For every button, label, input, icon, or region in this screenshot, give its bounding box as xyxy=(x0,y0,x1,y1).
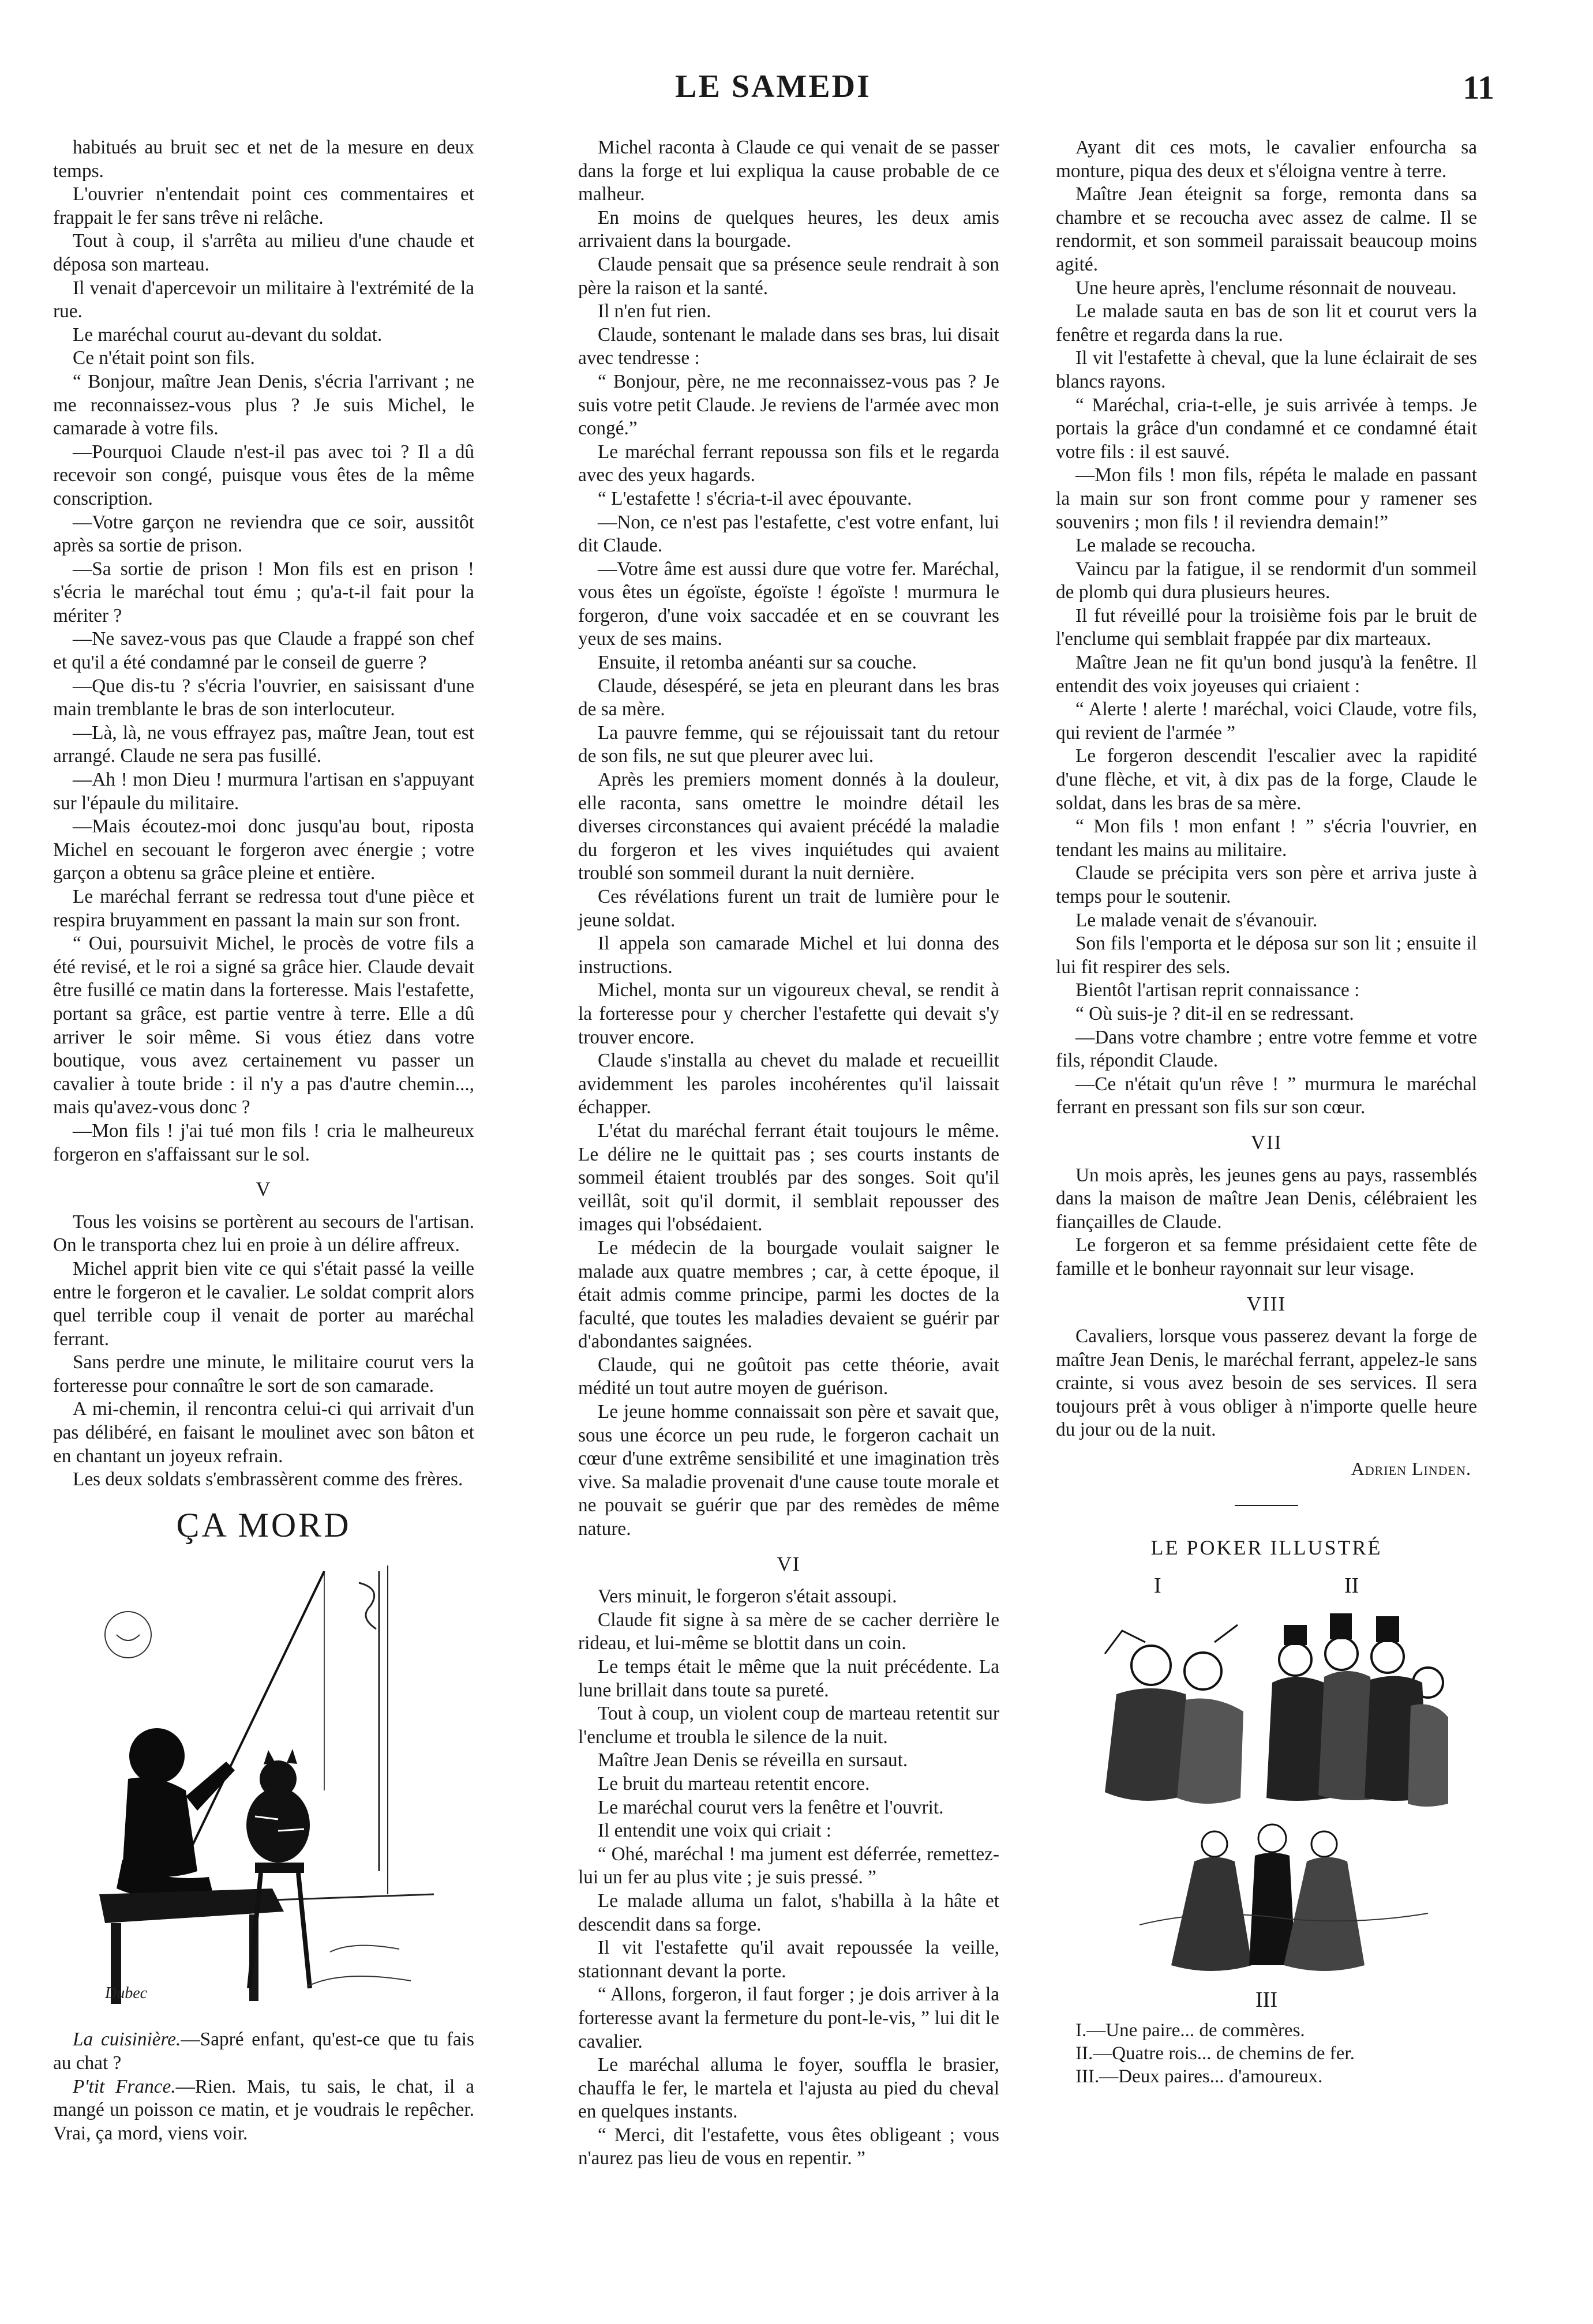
author-signature: Adrien Linden. xyxy=(1351,1458,1471,1480)
paragraph: Son fils l'emporta et le déposa sur son lit ; ensuite il lui fit respirer des sels. xyxy=(1056,933,1477,978)
column-1 xyxy=(53,136,474,2145)
paragraph: Claude, désespéré, se jeta en pleurant dans les bras de sa mère. xyxy=(578,675,999,720)
cartoon-title: ÇA MORD xyxy=(176,1505,351,1544)
paragraph: Le temps était le même que la nuit précédente. La lune brillait dans toute sa pureté. xyxy=(578,1656,999,1701)
section-vi-paragraphs xyxy=(578,1585,999,2171)
paragraph: Sans perdre une minute, le militaire courut vers la forteresse pour connaître le sort de son camarade. xyxy=(53,1351,474,1396)
paragraph: —Que dis-tu ? s'écria l'ouvrier, en saisissant d'une main tremblante le bras de son interlocuteur. xyxy=(53,675,474,720)
paragraph: Maître Jean éteignit sa forge, remonta dans sa chambre et se recoucha avec assez de calme. Il se rendormit, et son sommeil paraissait beaucoup moins agité. xyxy=(1056,183,1477,275)
paragraph: Bientôt l'artisan reprit connaissance : xyxy=(1075,979,1360,1001)
paragraph: —Mais écoutez-moi donc jusqu'au bout, riposta Michel en secouant le forgeron avec énergie ; votre garçon a obtenu sa grâce pleine et entière. xyxy=(53,816,474,884)
poker-legend-item: III.—Deux paires... d'amoureux. xyxy=(1075,2066,1323,2087)
caption-line xyxy=(53,2075,474,2146)
poker-legend xyxy=(1056,2019,1477,2088)
paragraph: “ Allons, forgeron, il faut forger ; je dois arriver à la forteresse avant la fermeture du pont-le-vis, ” lui dit le cavalier. xyxy=(578,1984,999,2052)
paragraph: “ Maréchal, cria-t-elle, je suis arrivée à temps. Je portais la grâce d'un condamné et ce condamné était votre fils : il est sauvé. xyxy=(1056,394,1477,463)
paragraph: Il entendit une voix qui criait : xyxy=(598,1820,832,1842)
paragraph: Le maréchal courut vers la fenêtre et l'ouvrit. xyxy=(598,1796,944,1818)
paragraph: Il fut réveillé pour la troisième fois par le bruit de l'enclume qui semblait frappée par dix marteaux. xyxy=(1056,605,1477,650)
paragraph: Une heure après, l'enclume résonnait de nouveau. xyxy=(1075,277,1457,299)
paragraph: Un mois après, les jeunes gens au pays, rassemblés dans la maison de maître Jean Denis, célébraient les fiançailles de Claude. xyxy=(1056,1164,1477,1233)
paragraph: —Pourquoi Claude n'est-il pas avec toi ? Il a dû recevoir son congé, puisque vous êtes de la même conscription. xyxy=(53,441,474,509)
paragraph: —Non, ce n'est pas l'estafette, c'est votre enfant, lui dit Claude. xyxy=(578,511,999,557)
page-header xyxy=(52,68,1494,120)
section-heading-vii: VII xyxy=(1250,1131,1283,1154)
paragraph: —Sa sortie de prison ! Mon fils est en prison ! s'écria le maréchal tout ému ; qu'a-t-il fait pour la mériter ? xyxy=(53,558,474,626)
paragraph: Le forgeron descendit l'escalier avec la rapidité d'une flèche, et vit, à dix pas de la forge, Claude le soldat, dans les bras de sa mère. xyxy=(1056,745,1477,814)
paragraph: “ Alerte ! alerte ! maréchal, voici Claude, votre fils, qui revient de l'armée ” xyxy=(1056,699,1477,744)
paragraph: “ L'estafette ! s'écria-t-il avec épouvante. xyxy=(598,487,912,509)
paragraph: Il n'en fut rien. xyxy=(598,301,711,322)
paragraph: Le malade alluma un falot, s'habilla à la hâte et descendit dans sa forge. xyxy=(578,1890,999,1935)
paragraph: —Mon fils ! mon fils, répéta le malade en passant la main sur son front comme pour y ramener ses souvenirs ; mon fils ! il reviendra demain!” xyxy=(1056,464,1477,533)
column-2-paragraphs xyxy=(578,136,999,1541)
section-heading-vi: VI xyxy=(777,1552,801,1575)
paragraph: Cavaliers, lorsque vous passerez devant la forge de maître Jean Denis, le maréchal ferrant, appelez-le sans crainte, si vous avez besoin de ses services. Il sera toujours prêt à vous obliger à n'importe quelle heure du jour ou de la nuit. xyxy=(1056,1326,1477,1441)
caption-text: —Rien. Mais, tu sais, le chat, il a mangé un poisson ce matin, et je voudrais le repêcher. Vrai, ça mord, viens voir. xyxy=(53,2075,474,2144)
caption-text: —Sapré enfant, qu'est-ce que tu fais au chat ? xyxy=(53,2029,474,2074)
section-vii-paragraphs xyxy=(1056,1164,1477,1281)
paragraph: Claude s'installa au chevet du malade et recueillit avidemment les paroles incohérentes qu'il laissait échapper. xyxy=(578,1050,999,1118)
poker-legend-item: II.—Quatre rois... de chemins de fer. xyxy=(1075,2043,1355,2064)
paragraph: Ces révélations furent un trait de lumière pour le jeune soldat. xyxy=(578,886,999,931)
paragraph: Ayant dit ces mots, le cavalier enfourcha sa monture, piqua des deux et s'éloigna ventre à terre. xyxy=(1056,137,1477,182)
paragraph: “ Mon fils ! mon enfant ! ” s'écria l'ouvrier, en tendant les mains au militaire. xyxy=(1056,816,1477,861)
paragraph: “ Bonjour, père, ne me reconnaissez-vous pas ? Je suis votre petit Claude. Je reviens de l'armée avec mon congé.” xyxy=(578,370,999,440)
paragraph: Vaincu par la fatigue, il se rendormit d'un sommeil de plomb qui dura plusieurs heures. xyxy=(1056,558,1477,603)
paragraph: Claude pensait que sa présence seule rendrait à son père la raison et la santé. xyxy=(578,253,999,299)
paragraph: Claude fit signe à sa mère de se cacher derrière le rideau, et lui-même se blottit dans un coin. xyxy=(578,1609,999,1654)
paragraph: L'ouvrier n'entendait point ces commentaires et frappait le fer sans trêve ni relâche. xyxy=(53,183,474,228)
paragraph: Maître Jean ne fit qu'un bond jusqu'à la fenêtre. Il entendit des voix joyeuses qui criaient : xyxy=(1056,652,1477,697)
paragraph: “ Bonjour, maître Jean Denis, s'écria l'arrivant ; ne me reconnaissez-vous plus ? Je suis Michel, le camarade à votre fils. xyxy=(53,370,474,440)
paragraph: Le malade venait de s'évanouir. xyxy=(1075,909,1318,931)
poker-title: LE POKER ILLUSTRÉ xyxy=(1150,1535,1382,1559)
paragraph: Tout à coup, il s'arrêta au milieu d'une chaude et déposa son marteau. xyxy=(53,230,474,275)
paragraph: L'état du maréchal ferrant était toujours le même. Le délire ne le quittait pas ; ses courts instants de sommeil étaient troublés par des songes. Soit qu'il veillât, soit qu'il dormit, il semblait repousser des images qui l'obsédaient. xyxy=(578,1120,999,1236)
newspaper-title: LE SAMEDI xyxy=(675,69,871,104)
paragraph: “ Où suis-je ? dit-il en se redressant. xyxy=(1075,1003,1354,1024)
paragraph: “ Merci, dit l'estafette, vous êtes obligeant ; vous n'aurez pas lieu de vous en repentir. ” xyxy=(578,2124,999,2169)
divider-rule xyxy=(1235,1505,1298,1506)
poker-legend-item: I.—Une paire... de commères. xyxy=(1075,2019,1305,2041)
paragraph: Le médecin de la bourgade voulait saigner le malade aux quatre membres ; car, à cette époque, il était admis comme principe, parmi les doctes de la faculté, que toutes les maladies devaient se guérir par d'abondantes saignées. xyxy=(578,1237,999,1353)
paragraph: Le malade se recoucha. xyxy=(1075,535,1256,557)
column-3-paragraphs xyxy=(1056,136,1477,1120)
poker-panel-labels xyxy=(1056,1574,1477,1602)
paragraph: Michel, monta sur un vigoureux cheval, se rendit à la forteresse pour y chercher l'estafette qui devait s'y trouver encore. xyxy=(578,979,999,1048)
paragraph: Il vit l'estafette à cheval, que la lune éclairait de ses blancs rayons. xyxy=(1056,347,1477,392)
paragraph: Il appela son camarade Michel et lui donna des instructions. xyxy=(578,933,999,978)
poker-label-iii: III xyxy=(1255,1988,1277,2013)
paragraph: A mi-chemin, il rencontra celui-ci qui arrivait d'un pas délibéré, en faisant le moulinet avec son bâton et en chantant un joyeux refrain. xyxy=(53,1398,474,1467)
artist-signature: Dubec xyxy=(105,1984,148,2003)
paragraph: En moins de quelques heures, les deux amis arrivaient dans la bourgade. xyxy=(578,207,999,252)
paragraph: habitués au bruit sec et net de la mesure en deux temps. xyxy=(53,137,474,182)
column-1-paragraphs xyxy=(53,136,474,1166)
paragraph: Le malade sauta en bas de son lit et courut vers la fenêtre et regarda dans la rue. xyxy=(1056,301,1477,346)
paragraph: Le forgeron et sa femme présidaient cette fête de famille et le bonheur rayonnait sur leur visage. xyxy=(1056,1234,1477,1279)
paragraph: La pauvre femme, qui se réjouissait tant du retour de son fils, ne sut que pleurer avec lui. xyxy=(578,722,999,767)
paragraph: Il vit l'estafette qu'il avait repoussée la veille, stationnant devant la porte. xyxy=(578,1937,999,1982)
paragraph: Claude, sontenant le malade dans ses bras, lui disait avec tendresse : xyxy=(578,324,999,369)
paragraph: Michel apprit bien vite ce qui s'était passé la veille entre le forgeron et le cavalier. Le soldat comprit alors quel terrible coup il venait de porter au maréchal ferrant. xyxy=(53,1257,474,1350)
paragraph: Tout à coup, un violent coup de marteau retentit sur l'enclume et troubla le silence de la nuit. xyxy=(578,1703,999,1748)
section-heading-v: V xyxy=(256,1178,272,1201)
paragraph: Après les premiers moment donnés à la douleur, elle raconta, sans omettre le moindre détail les diverses circonstances qui avaient précédé la maladie du forgeron et les vives inquiétudes qui avaient troublé son sommeil durant la nuit dernière. xyxy=(578,769,999,884)
section-v-paragraphs xyxy=(53,1211,474,1492)
paragraph: Tous les voisins se portèrent au secours de l'artisan. On le transporta chez lui en proie à un délire affreux. xyxy=(53,1211,474,1256)
paragraph: —Votre âme est aussi dure que votre fer. Maréchal, vous êtes un égoïste, égoïste ! égoïste ! murmura le forgeron, d'une voix saccadée et en se couvrant les yeux de ses mains. xyxy=(578,558,999,650)
paragraph: Ensuite, il retomba anéanti sur sa couche. xyxy=(598,652,917,674)
poker-illustration xyxy=(1082,1602,1451,1983)
paragraph: Michel raconta à Claude ce qui venait de se passer dans la forge et lui expliqua la cause probable de ce malheur. xyxy=(578,137,999,205)
paragraph: Ce n'était point son fils. xyxy=(73,347,255,369)
paragraph: Le maréchal courut au-devant du soldat. xyxy=(73,324,383,346)
page-number: 11 xyxy=(1463,69,1494,106)
caption-speaker: P'tit France. xyxy=(73,2075,176,2097)
paragraph: —Ne savez-vous pas que Claude a frappé son chef et qu'il a été condamné par le conseil de guerre ? xyxy=(53,628,474,674)
paragraph: Le bruit du marteau retentit encore. xyxy=(598,1773,870,1794)
paragraph: —Ce n'était qu'un rêve ! ” murmura le maréchal ferrant en pressant son fils sur son cœur. xyxy=(1056,1073,1477,1118)
paragraph: —Là, là, ne vous effrayez pas, maître Jean, tout est arrangé. Claude ne sera pas fusillé. xyxy=(53,722,474,767)
paragraph: Vers minuit, le forgeron s'était assoupi. xyxy=(598,1586,897,1608)
section-heading-viii: VIII xyxy=(1246,1292,1287,1315)
paragraph: Le jeune homme connaissait son père et savait que, sous une écorce un peu rude, le forgeron cachait un cœur d'une extrême sensibilité et une imagination très vive. Sa maladie provenait d'une cause toute morale et ne pouvait se guérir que par des remèdes de même nature. xyxy=(578,1401,999,1540)
caption-line xyxy=(53,2028,474,2075)
paragraph: Il venait d'apercevoir un militaire à l'extrémité de la rue. xyxy=(53,277,474,322)
paragraph: Le maréchal ferrant repoussa son fils et le regarda avec des yeux hagards. xyxy=(578,441,999,486)
poker-label-ii: II xyxy=(1344,1574,1359,1598)
paragraph: Claude, qui ne goûtoit pas cette théorie, avait médité un tout autre moyen de guérison. xyxy=(578,1354,999,1399)
paragraph: “ Ohé, maréchal ! ma jument est déferrée, remettez-lui un fer au plus vite ; je suis pressé. ” xyxy=(578,1843,999,1889)
paragraph: —Dans votre chambre ; entre votre femme et votre fils, répondit Claude. xyxy=(1056,1026,1477,1072)
poker-label-i: I xyxy=(1154,1574,1161,1598)
caption-speaker: La cuisinière. xyxy=(73,2029,181,2051)
paragraph: Le maréchal alluma le foyer, souffla le brasier, chauffa le fer, le martela et l'ajusta au pied du cheval en quelques instants. xyxy=(578,2054,999,2123)
paragraph: Claude se précipita vers son père et arriva juste à temps pour le soutenir. xyxy=(1056,862,1477,907)
cartoon-caption xyxy=(53,2028,474,2145)
paragraph: —Votre garçon ne reviendra que ce soir, aussitôt après sa sortie de prison. xyxy=(53,511,474,557)
paragraph: —Ah ! mon Dieu ! murmura l'artisan en s'appuyant sur l'épaule du militaire. xyxy=(53,769,474,814)
column-2 xyxy=(578,136,999,2171)
column-3 xyxy=(1056,136,1477,2088)
cartoon-illustration xyxy=(88,1548,440,2021)
paragraph: Les deux soldats s'embrassèrent comme des frères. xyxy=(73,1469,463,1490)
paragraph: Maître Jean Denis se réveilla en sursaut. xyxy=(598,1749,908,1771)
paragraph: Le maréchal ferrant se redressa tout d'une pièce et respira bruyamment en passant la main sur son front. xyxy=(53,886,474,931)
paragraph: “ Oui, poursuivit Michel, le procès de votre fils a été revisé, et le roi a signé sa grâce hier. Claude devait être fusillé ce matin dans la forteresse. Mais l'estafette, portant sa grâce, est partie ventre à terre. Elle a dû arriver le soir même. Si vous étiez dans votre boutique, vous avez certainement vu passer un cavalier à toute bride : il n'y a pas d'autre chemin..., mais qu'avez-vous donc ? xyxy=(53,933,474,1118)
section-viii-paragraphs xyxy=(1056,1325,1477,1442)
paragraph: —Mon fils ! j'ai tué mon fils ! cria le malheureux forgeron en s'affaissant sur le sol. xyxy=(53,1120,474,1165)
